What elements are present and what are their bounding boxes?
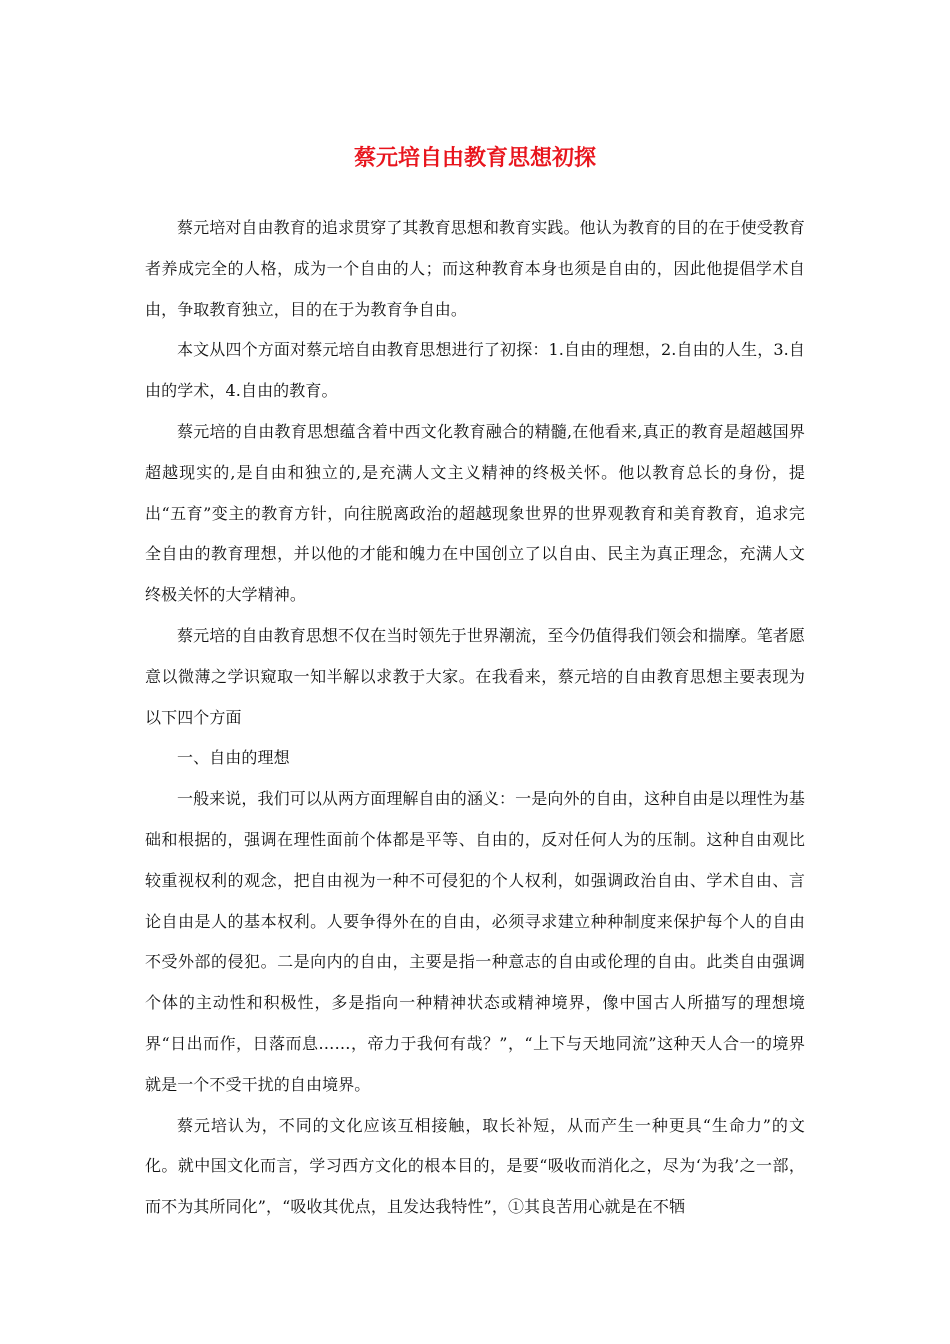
document-body [145, 208, 805, 1228]
paragraph-freedom-meaning: 一般来说，我们可以从两方面理解自由的涵义：一是向外的自由，这种自由是以理性为基础和根据的，强调在理性面前个体都是平等、自由的，反对任何人为的压制。这种自由观比较重视权利的观念，把自由视为一种不可侵犯的个人权利，如强调政治自由、学术自由、言论自由是人的基本权利。人要争得外在的自由，必须寻求建立种种制度来保护每个人的自由不受外部的侵犯。二是向内的自由，主要是指一种意志的自由或伦理的自由。此类自由强调个体的主动性和积极性，多是指向一种精神状态或精神境界，像中国古人所描写的理想境界“日出而作，日落而息……，帝力于我何有哉？”，“上下与天地同流”这种天人合一的境界就是一个不受干扰的自由境界。 [145, 789, 805, 1094]
document-title: 蔡元培自由教育思想初探 [353, 145, 596, 171]
paragraph-outline: 本文从四个方面对蔡元培自由教育思想进行了初探：1.自由的理想，2.自由的人生，3.自由的学术，4.自由的教育。 [145, 340, 805, 401]
paragraph-culture: 蔡元培认为，不同的文化应该互相接触，取长补短，从而产生一种更具“生命力”的文化。就中国文化而言，学习西方文化的根本目的，是要“吸收而消化之，尽为‘为我’之一部，而不为其所同化”，“吸收其优点，且发达我特性”，①其良苦用心就是在不牺 [145, 1115, 805, 1217]
paragraph-intro: 蔡元培对自由教育的追求贯穿了其教育思想和教育实践。他认为教育的目的在于使受教育者养成完全的人格，成为一个自由的人；而这种教育本身也须是自由的，因此他提倡学术自由，争取教育独立，目的在于为教育争自由。 [145, 218, 805, 319]
paragraph-essence: 蔡元培的自由教育思想蕴含着中西文化教育融合的精髓,在他看来,真正的教育是超越国界超越现实的,是自由和独立的,是充满人文主义精神的终极关怀。他以教育总长的身份，提出“五育”变主的教育方针，向往脱离政治的超越现象世界的世界观教育和美育教育，追求完全自由的教育理想，并以他的才能和魄力在中国创立了以自由、民主为真正理念，充满人文终极关怀的大学精神。 [145, 421, 805, 605]
paragraph-significance: 蔡元培的自由教育思想不仅在当时领先于世界潮流，至今仍值得我们领会和揣摩。笔者愿意以微薄之学识窥取一知半解以求教于大家。在我看来，蔡元培的自由教育思想主要表现为以下四个方面 [145, 625, 805, 727]
section-heading-1: 一、自由的理想 [177, 748, 290, 768]
